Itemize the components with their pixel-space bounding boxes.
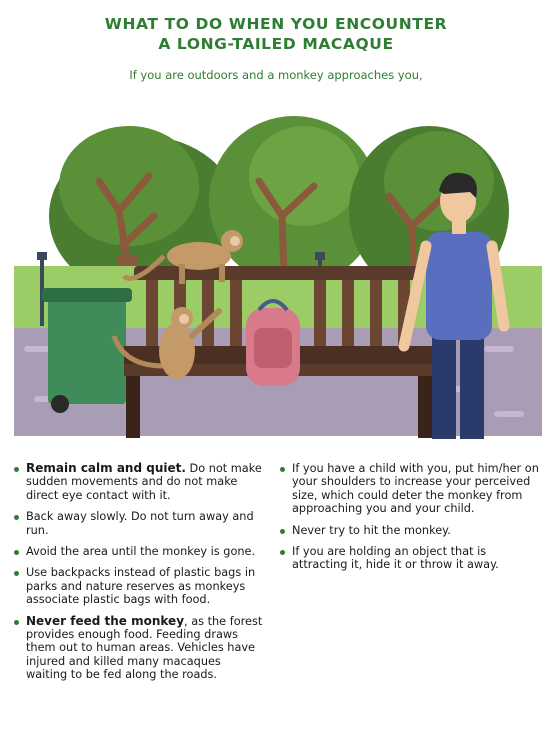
backpack-icon [246,301,300,386]
list-item [14,566,264,606]
tips-left-column [14,462,264,690]
list-item [14,510,264,537]
tip-text: , as the forest provides enough food. Feeding draws them out to human areas. Vehicles have injured and killed many macaques waiting to be fed along the roads. [26,614,263,682]
bullet-icon [280,529,285,534]
bullet-icon [14,620,19,625]
tip-text: If you have a child with you, put him/her on your shoulders to increase your perceived size, which could deter the monkey from approaching you and your child. [292,462,539,516]
list-item [14,615,264,682]
tips-right-column [280,462,542,580]
tip-text: Avoid the area until the monkey is gone. [26,545,256,559]
tip-emphasis: Remain calm and quiet. [26,461,186,475]
list-item [280,524,542,537]
tip-text: Use backpacks instead of plastic bags in parks and nature reserves as monkeys associate plastic bags with food. [26,566,256,607]
page-subtitle: If you are outdoors and a monkey approaches you, [129,68,423,82]
tip-emphasis: Never feed the monkey [26,613,185,628]
tip-text: Back away slowly. Do not turn away and run. [26,510,254,537]
list-item [280,462,542,516]
bullet-icon [14,550,19,555]
trash-bin-icon [42,288,132,413]
bullet-icon [280,550,285,555]
bullet-icon [280,467,285,472]
list-item [280,545,542,572]
tip-text: Do not make sudden movements and do not make direct eye contact with it. [26,462,262,502]
list-item [14,462,264,502]
bullet-icon [14,467,19,472]
bullet-icon [14,571,19,576]
bullet-icon [14,515,19,520]
page-title-line2: A LONG-TAILED MACAQUE [158,35,394,53]
scene-illustration [14,96,542,442]
tip-text: If you are holding an object that is attracting it, hide it or throw it away. [292,545,499,572]
list-item [14,545,264,558]
page-title-line1: WHAT TO DO WHEN YOU ENCOUNTER [104,15,448,33]
tip-text: Never try to hit the monkey. [292,523,451,537]
